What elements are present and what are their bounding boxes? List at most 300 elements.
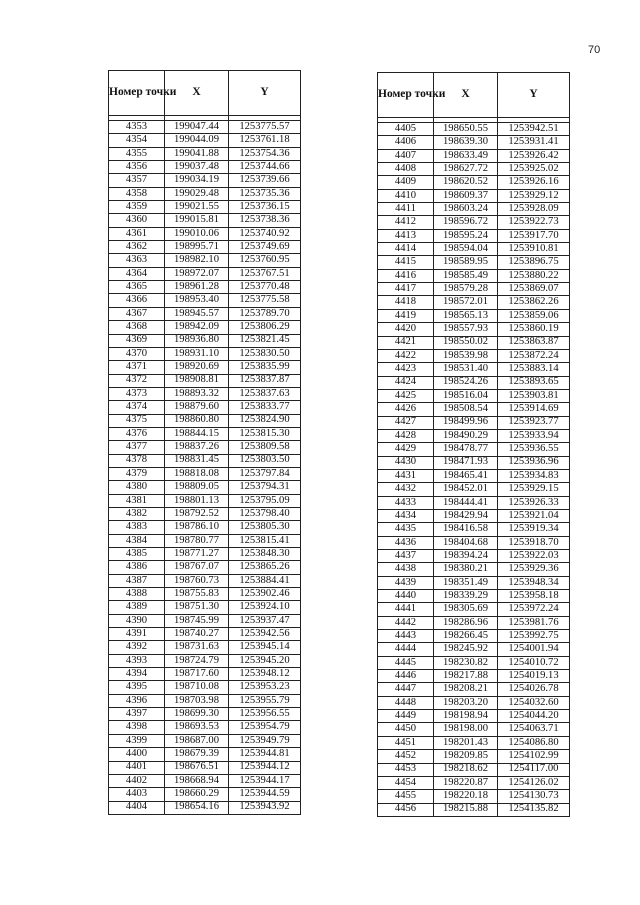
x-cell: 198609.37 bbox=[434, 189, 498, 202]
table-row bbox=[109, 588, 301, 601]
x-cell: 198286.96 bbox=[434, 616, 498, 629]
x-cell: 198693.53 bbox=[165, 721, 229, 734]
table-row bbox=[378, 469, 570, 482]
y-cell: 1254019.13 bbox=[498, 670, 570, 683]
point-number-cell: 4432 bbox=[378, 483, 434, 496]
y-cell: 1253954.79 bbox=[229, 721, 301, 734]
table-row bbox=[378, 630, 570, 643]
x-cell: 198394.24 bbox=[434, 550, 498, 563]
point-number-cell: 4414 bbox=[378, 243, 434, 256]
point-number-cell: 4448 bbox=[378, 696, 434, 709]
table-row bbox=[109, 481, 301, 494]
header-y: Y bbox=[229, 71, 301, 116]
point-number-cell: 4405 bbox=[378, 123, 434, 136]
table-row bbox=[109, 294, 301, 307]
point-number-cell: 4376 bbox=[109, 427, 165, 440]
table-row bbox=[109, 788, 301, 801]
point-number-cell: 4401 bbox=[109, 761, 165, 774]
x-cell: 198594.04 bbox=[434, 243, 498, 256]
x-cell: 198627.72 bbox=[434, 163, 498, 176]
table-row bbox=[109, 214, 301, 227]
header-point-number: Номер точки bbox=[109, 71, 165, 116]
y-cell: 1254130.73 bbox=[498, 790, 570, 803]
y-cell: 1253931.41 bbox=[498, 136, 570, 149]
x-cell: 198920.69 bbox=[165, 361, 229, 374]
point-number-cell: 4402 bbox=[109, 774, 165, 787]
x-cell: 198879.60 bbox=[165, 401, 229, 414]
table-row bbox=[109, 267, 301, 280]
table-row bbox=[378, 750, 570, 763]
x-cell: 199044.09 bbox=[165, 134, 229, 147]
y-cell: 1253797.84 bbox=[229, 467, 301, 480]
point-number-cell: 4379 bbox=[109, 467, 165, 480]
x-cell: 198620.52 bbox=[434, 176, 498, 189]
x-cell: 198305.69 bbox=[434, 603, 498, 616]
table-row bbox=[378, 603, 570, 616]
x-cell: 199037.48 bbox=[165, 161, 229, 174]
x-cell: 198740.27 bbox=[165, 628, 229, 641]
x-cell: 198490.29 bbox=[434, 429, 498, 442]
y-cell: 1253949.79 bbox=[229, 734, 301, 747]
y-cell: 1253754.36 bbox=[229, 147, 301, 160]
y-cell: 1253923.77 bbox=[498, 416, 570, 429]
x-cell: 198217.88 bbox=[434, 670, 498, 683]
y-cell: 1253740.92 bbox=[229, 227, 301, 240]
x-cell: 198767.07 bbox=[165, 561, 229, 574]
x-cell: 198531.40 bbox=[434, 363, 498, 376]
x-cell: 198676.51 bbox=[165, 761, 229, 774]
point-number-cell: 4354 bbox=[109, 134, 165, 147]
y-cell: 1253944.17 bbox=[229, 774, 301, 787]
table-row bbox=[378, 576, 570, 589]
point-number-cell: 4417 bbox=[378, 283, 434, 296]
y-cell: 1253860.19 bbox=[498, 323, 570, 336]
y-cell: 1253863.87 bbox=[498, 336, 570, 349]
x-cell: 198953.40 bbox=[165, 294, 229, 307]
table-row bbox=[109, 334, 301, 347]
table-row bbox=[378, 456, 570, 469]
point-number-cell: 4407 bbox=[378, 149, 434, 162]
table-row bbox=[109, 761, 301, 774]
point-number-cell: 4373 bbox=[109, 387, 165, 400]
table-row bbox=[109, 147, 301, 160]
point-number-cell: 4371 bbox=[109, 361, 165, 374]
x-cell: 199034.19 bbox=[165, 174, 229, 187]
y-cell: 1253749.69 bbox=[229, 241, 301, 254]
y-cell: 1253903.81 bbox=[498, 389, 570, 402]
table-row bbox=[378, 336, 570, 349]
point-number-cell: 4392 bbox=[109, 641, 165, 654]
point-number-cell: 4404 bbox=[109, 801, 165, 814]
y-cell: 1253955.79 bbox=[229, 694, 301, 707]
x-cell: 198972.07 bbox=[165, 267, 229, 280]
y-cell: 1253928.09 bbox=[498, 203, 570, 216]
y-cell: 1253921.04 bbox=[498, 509, 570, 522]
y-cell: 1253767.51 bbox=[229, 267, 301, 280]
table-row bbox=[109, 614, 301, 627]
y-cell: 1253862.26 bbox=[498, 296, 570, 309]
point-number-cell: 4438 bbox=[378, 563, 434, 576]
table-row bbox=[109, 654, 301, 667]
table-row bbox=[109, 721, 301, 734]
x-cell: 198579.28 bbox=[434, 283, 498, 296]
point-number-cell: 4353 bbox=[109, 121, 165, 134]
x-cell: 198339.29 bbox=[434, 590, 498, 603]
table-row bbox=[109, 801, 301, 814]
table-row bbox=[378, 536, 570, 549]
y-cell: 1253922.03 bbox=[498, 550, 570, 563]
table-row bbox=[109, 494, 301, 507]
point-number-cell: 4413 bbox=[378, 229, 434, 242]
x-cell: 198572.01 bbox=[434, 296, 498, 309]
y-cell: 1253775.57 bbox=[229, 121, 301, 134]
point-number-cell: 4410 bbox=[378, 189, 434, 202]
y-cell: 1253798.40 bbox=[229, 507, 301, 520]
y-cell: 1253944.59 bbox=[229, 788, 301, 801]
x-cell: 198220.18 bbox=[434, 790, 498, 803]
point-number-cell: 4428 bbox=[378, 429, 434, 442]
x-cell: 198809.05 bbox=[165, 481, 229, 494]
y-cell: 1253922.73 bbox=[498, 216, 570, 229]
point-number-cell: 4383 bbox=[109, 521, 165, 534]
point-number-cell: 4444 bbox=[378, 643, 434, 656]
point-number-cell: 4422 bbox=[378, 349, 434, 362]
x-cell: 198218.62 bbox=[434, 763, 498, 776]
y-cell: 1254086.80 bbox=[498, 736, 570, 749]
x-cell: 198945.57 bbox=[165, 307, 229, 320]
y-cell: 1253936.55 bbox=[498, 443, 570, 456]
y-cell: 1254117.00 bbox=[498, 763, 570, 776]
x-cell: 198639.30 bbox=[434, 136, 498, 149]
header-point-number: Номер точки bbox=[378, 73, 434, 118]
point-number-cell: 4436 bbox=[378, 536, 434, 549]
y-cell: 1253924.10 bbox=[229, 601, 301, 614]
point-number-cell: 4435 bbox=[378, 523, 434, 536]
table-row bbox=[378, 683, 570, 696]
point-number-cell: 4437 bbox=[378, 550, 434, 563]
y-cell: 1253926.16 bbox=[498, 176, 570, 189]
x-cell: 198703.98 bbox=[165, 694, 229, 707]
y-cell: 1253794.31 bbox=[229, 481, 301, 494]
y-cell: 1253896.75 bbox=[498, 256, 570, 269]
point-number-cell: 4409 bbox=[378, 176, 434, 189]
y-cell: 1253936.96 bbox=[498, 456, 570, 469]
point-number-cell: 4375 bbox=[109, 414, 165, 427]
x-cell: 198844.15 bbox=[165, 427, 229, 440]
table-row bbox=[109, 321, 301, 334]
table-body bbox=[378, 123, 570, 817]
table-row bbox=[378, 163, 570, 176]
point-number-cell: 4357 bbox=[109, 174, 165, 187]
point-number-cell: 4416 bbox=[378, 269, 434, 282]
x-cell: 198215.88 bbox=[434, 803, 498, 816]
point-number-cell: 4360 bbox=[109, 214, 165, 227]
point-number-cell: 4369 bbox=[109, 334, 165, 347]
table-header-row bbox=[378, 73, 570, 118]
x-cell: 198230.82 bbox=[434, 656, 498, 669]
x-cell: 199029.48 bbox=[165, 187, 229, 200]
table-row bbox=[378, 243, 570, 256]
x-cell: 198831.45 bbox=[165, 454, 229, 467]
y-cell: 1253795.09 bbox=[229, 494, 301, 507]
point-number-cell: 4378 bbox=[109, 454, 165, 467]
x-cell: 198679.39 bbox=[165, 748, 229, 761]
y-cell: 1253945.20 bbox=[229, 654, 301, 667]
table-row bbox=[378, 363, 570, 376]
y-cell: 1254135.82 bbox=[498, 803, 570, 816]
x-cell: 198668.94 bbox=[165, 774, 229, 787]
x-cell: 198603.24 bbox=[434, 203, 498, 216]
x-cell: 198380.21 bbox=[434, 563, 498, 576]
point-number-cell: 4366 bbox=[109, 294, 165, 307]
x-cell: 198961.28 bbox=[165, 281, 229, 294]
point-number-cell: 4421 bbox=[378, 336, 434, 349]
point-number-cell: 4451 bbox=[378, 736, 434, 749]
point-number-cell: 4367 bbox=[109, 307, 165, 320]
x-cell: 198203.20 bbox=[434, 696, 498, 709]
point-number-cell: 4411 bbox=[378, 203, 434, 216]
table-row bbox=[378, 643, 570, 656]
y-cell: 1253929.15 bbox=[498, 483, 570, 496]
x-cell: 198198.94 bbox=[434, 710, 498, 723]
point-number-cell: 4415 bbox=[378, 256, 434, 269]
y-cell: 1253833.77 bbox=[229, 401, 301, 414]
y-cell: 1253775.58 bbox=[229, 294, 301, 307]
y-cell: 1253744.66 bbox=[229, 161, 301, 174]
point-number-cell: 4423 bbox=[378, 363, 434, 376]
page-number: 70 bbox=[588, 44, 601, 56]
point-number-cell: 4408 bbox=[378, 163, 434, 176]
point-number-cell: 4439 bbox=[378, 576, 434, 589]
table-row bbox=[378, 496, 570, 509]
y-cell: 1253926.33 bbox=[498, 496, 570, 509]
table-row bbox=[109, 734, 301, 747]
x-cell: 198931.10 bbox=[165, 347, 229, 360]
table-row bbox=[378, 443, 570, 456]
table-row bbox=[378, 283, 570, 296]
table-row bbox=[109, 414, 301, 427]
y-cell: 1253884.41 bbox=[229, 574, 301, 587]
table-row bbox=[109, 427, 301, 440]
point-number-cell: 4442 bbox=[378, 616, 434, 629]
table-row bbox=[378, 296, 570, 309]
x-cell: 198245.92 bbox=[434, 643, 498, 656]
point-number-cell: 4372 bbox=[109, 374, 165, 387]
table-row bbox=[109, 507, 301, 520]
y-cell: 1253789.70 bbox=[229, 307, 301, 320]
table-header-row bbox=[109, 71, 301, 116]
x-cell: 198499.96 bbox=[434, 416, 498, 429]
y-cell: 1253770.48 bbox=[229, 281, 301, 294]
coordinates-table-left bbox=[108, 70, 301, 815]
y-cell: 1253835.99 bbox=[229, 361, 301, 374]
x-cell: 198687.00 bbox=[165, 734, 229, 747]
point-number-cell: 4382 bbox=[109, 507, 165, 520]
point-number-cell: 4440 bbox=[378, 590, 434, 603]
table-row bbox=[109, 201, 301, 214]
x-cell: 198596.72 bbox=[434, 216, 498, 229]
point-number-cell: 4397 bbox=[109, 708, 165, 721]
x-cell: 198633.49 bbox=[434, 149, 498, 162]
table-row bbox=[109, 748, 301, 761]
x-cell: 198699.30 bbox=[165, 708, 229, 721]
point-number-cell: 4391 bbox=[109, 628, 165, 641]
table-row bbox=[378, 203, 570, 216]
x-cell: 198717.60 bbox=[165, 668, 229, 681]
x-cell: 198731.63 bbox=[165, 641, 229, 654]
point-number-cell: 4418 bbox=[378, 296, 434, 309]
table-row bbox=[378, 590, 570, 603]
y-cell: 1253848.30 bbox=[229, 548, 301, 561]
table-row bbox=[378, 269, 570, 282]
table-row bbox=[109, 467, 301, 480]
table-row bbox=[378, 349, 570, 362]
x-cell: 198650.55 bbox=[434, 123, 498, 136]
point-number-cell: 4385 bbox=[109, 548, 165, 561]
point-number-cell: 4398 bbox=[109, 721, 165, 734]
x-cell: 198539.98 bbox=[434, 349, 498, 362]
x-cell: 198837.26 bbox=[165, 441, 229, 454]
coordinates-table-right bbox=[377, 72, 570, 817]
x-cell: 198942.09 bbox=[165, 321, 229, 334]
x-cell: 198936.80 bbox=[165, 334, 229, 347]
point-number-cell: 4430 bbox=[378, 456, 434, 469]
point-number-cell: 4406 bbox=[378, 136, 434, 149]
table-row bbox=[109, 187, 301, 200]
y-cell: 1253821.45 bbox=[229, 334, 301, 347]
x-cell: 198565.13 bbox=[434, 309, 498, 322]
x-cell: 198595.24 bbox=[434, 229, 498, 242]
point-number-cell: 4431 bbox=[378, 469, 434, 482]
table-row bbox=[378, 309, 570, 322]
y-cell: 1253830.50 bbox=[229, 347, 301, 360]
y-cell: 1253910.81 bbox=[498, 243, 570, 256]
point-number-cell: 4395 bbox=[109, 681, 165, 694]
x-cell: 198760.73 bbox=[165, 574, 229, 587]
x-cell: 199015.81 bbox=[165, 214, 229, 227]
x-cell: 198444.41 bbox=[434, 496, 498, 509]
point-number-cell: 4368 bbox=[109, 321, 165, 334]
y-cell: 1253918.70 bbox=[498, 536, 570, 549]
x-cell: 198429.94 bbox=[434, 509, 498, 522]
point-number-cell: 4453 bbox=[378, 763, 434, 776]
table-row bbox=[109, 708, 301, 721]
point-number-cell: 4388 bbox=[109, 588, 165, 601]
y-cell: 1253925.02 bbox=[498, 163, 570, 176]
table-row bbox=[378, 803, 570, 816]
table-row bbox=[109, 227, 301, 240]
point-number-cell: 4370 bbox=[109, 347, 165, 360]
table-row bbox=[109, 161, 301, 174]
point-number-cell: 4377 bbox=[109, 441, 165, 454]
point-number-cell: 4445 bbox=[378, 656, 434, 669]
header-x: X bbox=[165, 71, 229, 116]
table-row bbox=[378, 416, 570, 429]
y-cell: 1254010.72 bbox=[498, 656, 570, 669]
point-number-cell: 4362 bbox=[109, 241, 165, 254]
y-cell: 1253992.75 bbox=[498, 630, 570, 643]
point-number-cell: 4441 bbox=[378, 603, 434, 616]
y-cell: 1254063.71 bbox=[498, 723, 570, 736]
table-row bbox=[109, 241, 301, 254]
x-cell: 198516.04 bbox=[434, 389, 498, 402]
x-cell: 198465.41 bbox=[434, 469, 498, 482]
x-cell: 198452.01 bbox=[434, 483, 498, 496]
y-cell: 1253738.36 bbox=[229, 214, 301, 227]
x-cell: 198995.71 bbox=[165, 241, 229, 254]
point-number-cell: 4364 bbox=[109, 267, 165, 280]
point-number-cell: 4365 bbox=[109, 281, 165, 294]
header-y: Y bbox=[498, 73, 570, 118]
point-number-cell: 4450 bbox=[378, 723, 434, 736]
x-cell: 198550.02 bbox=[434, 336, 498, 349]
table-row bbox=[109, 454, 301, 467]
point-number-cell: 4454 bbox=[378, 776, 434, 789]
point-number-cell: 4412 bbox=[378, 216, 434, 229]
x-cell: 198201.43 bbox=[434, 736, 498, 749]
y-cell: 1253948.34 bbox=[498, 576, 570, 589]
y-cell: 1253944.12 bbox=[229, 761, 301, 774]
table-row bbox=[109, 401, 301, 414]
x-cell: 198589.95 bbox=[434, 256, 498, 269]
point-number-cell: 4427 bbox=[378, 416, 434, 429]
table-row bbox=[378, 403, 570, 416]
table-row bbox=[378, 483, 570, 496]
table-row bbox=[378, 776, 570, 789]
table-row bbox=[378, 790, 570, 803]
table-row bbox=[109, 307, 301, 320]
point-number-cell: 4389 bbox=[109, 601, 165, 614]
y-cell: 1253803.50 bbox=[229, 454, 301, 467]
y-cell: 1253917.70 bbox=[498, 229, 570, 242]
point-number-cell: 4403 bbox=[109, 788, 165, 801]
point-number-cell: 4393 bbox=[109, 654, 165, 667]
table-row bbox=[378, 723, 570, 736]
y-cell: 1253944.81 bbox=[229, 748, 301, 761]
header-x: X bbox=[434, 73, 498, 118]
x-cell: 198220.87 bbox=[434, 776, 498, 789]
x-cell: 198745.99 bbox=[165, 614, 229, 627]
table-row bbox=[109, 681, 301, 694]
table-row bbox=[109, 601, 301, 614]
table-row bbox=[378, 550, 570, 563]
point-number-cell: 4386 bbox=[109, 561, 165, 574]
point-number-cell: 4425 bbox=[378, 389, 434, 402]
table-body bbox=[109, 121, 301, 815]
point-number-cell: 4447 bbox=[378, 683, 434, 696]
table-row bbox=[109, 628, 301, 641]
y-cell: 1253809.58 bbox=[229, 441, 301, 454]
y-cell: 1253902.46 bbox=[229, 588, 301, 601]
point-number-cell: 4361 bbox=[109, 227, 165, 240]
point-number-cell: 4374 bbox=[109, 401, 165, 414]
x-cell: 198893.32 bbox=[165, 387, 229, 400]
table-row bbox=[378, 710, 570, 723]
x-cell: 198508.54 bbox=[434, 403, 498, 416]
point-number-cell: 4420 bbox=[378, 323, 434, 336]
table-row bbox=[109, 281, 301, 294]
y-cell: 1253919.34 bbox=[498, 523, 570, 536]
y-cell: 1253948.12 bbox=[229, 668, 301, 681]
x-cell: 198654.16 bbox=[165, 801, 229, 814]
x-cell: 198351.49 bbox=[434, 576, 498, 589]
point-number-cell: 4356 bbox=[109, 161, 165, 174]
table-row bbox=[109, 774, 301, 787]
x-cell: 198208.21 bbox=[434, 683, 498, 696]
y-cell: 1253981.76 bbox=[498, 616, 570, 629]
y-cell: 1253815.41 bbox=[229, 534, 301, 547]
x-cell: 198198.00 bbox=[434, 723, 498, 736]
